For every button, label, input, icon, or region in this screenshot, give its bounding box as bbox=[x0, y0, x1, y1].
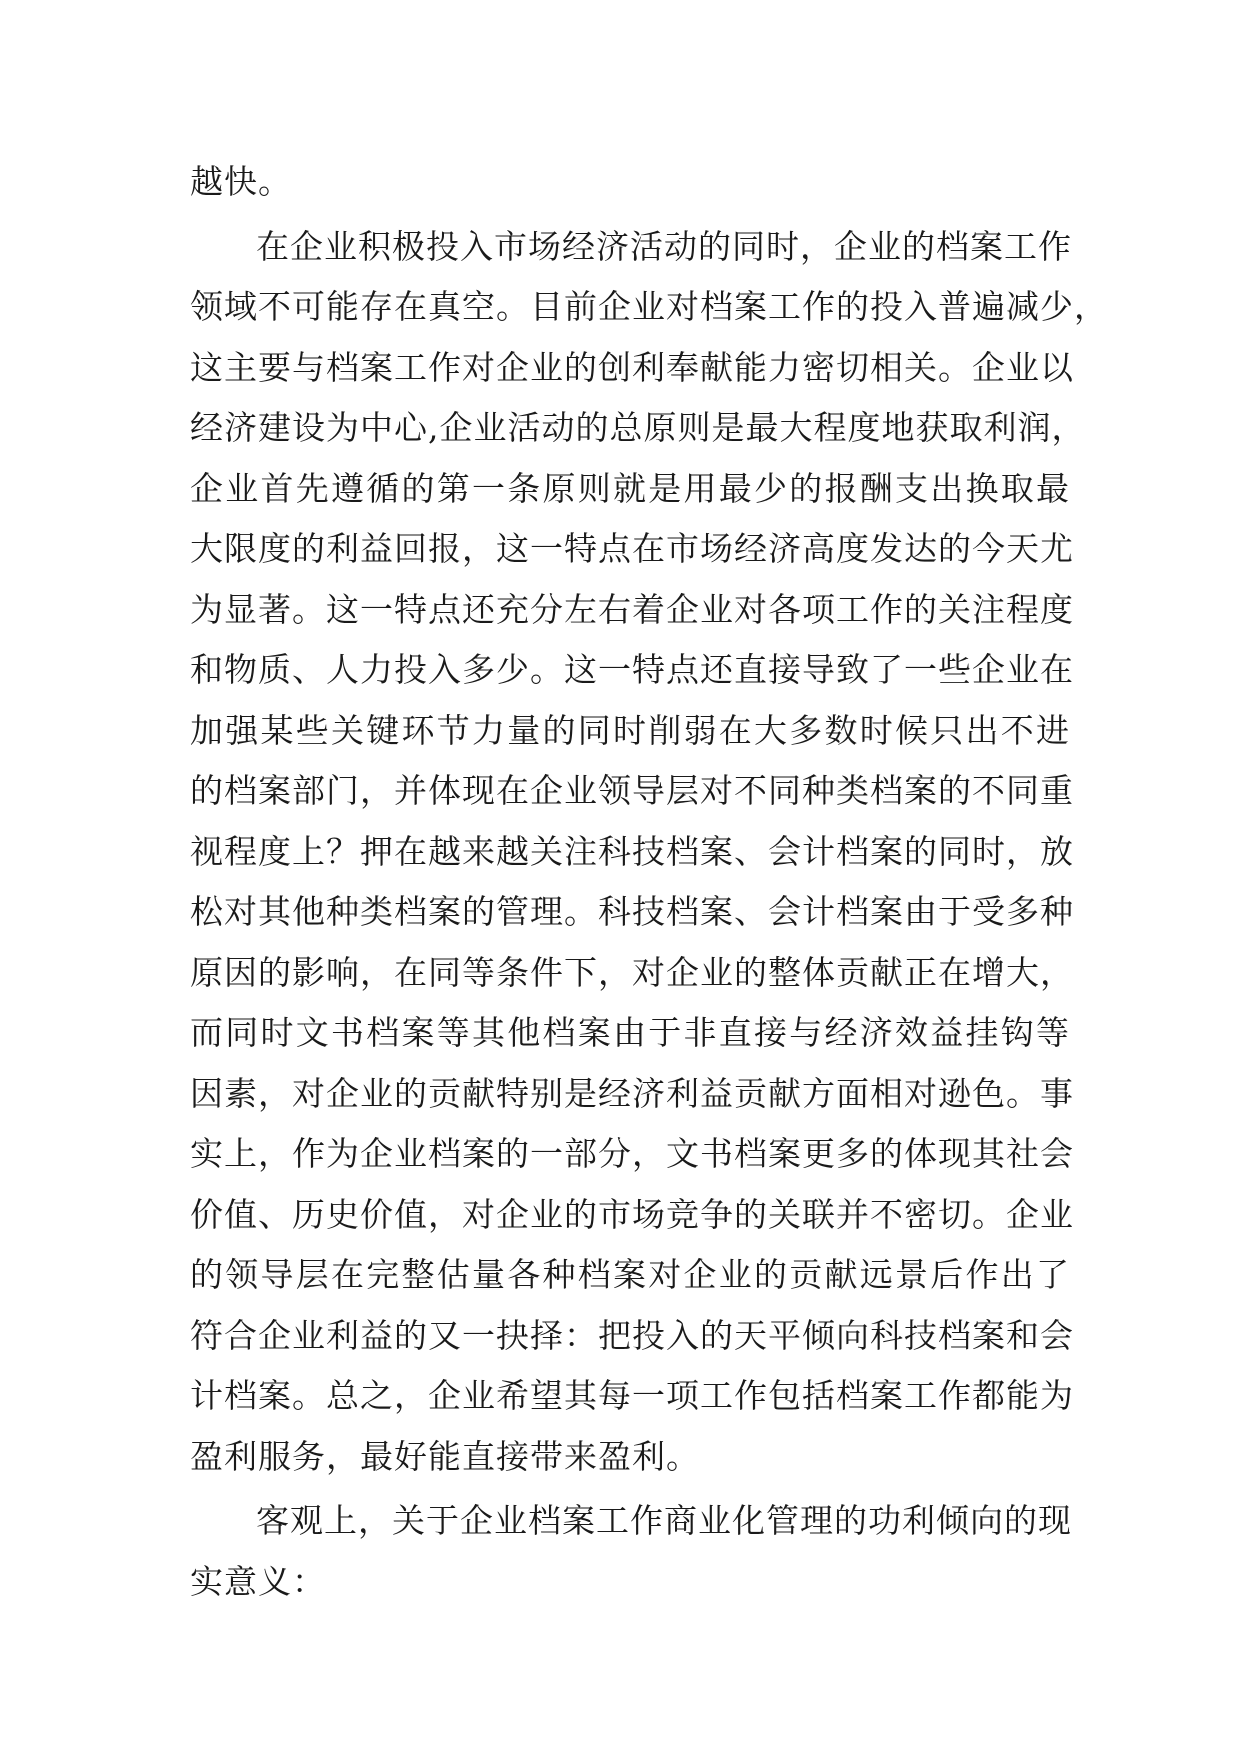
text-line: 而同时文书档案等其他档案由于非直接与经济效益挂钩等 bbox=[190, 1013, 1070, 1052]
text-line: 松对其他种类档案的管理。科技档案、会计档案由于受多种 bbox=[190, 892, 1074, 931]
text-line: 企业首先遵循的第一条原则就是用最少的报酬支出换取最 bbox=[190, 468, 1070, 508]
text-line: 为显著。这一特点还充分左右着企业对各项工作的关注程度 bbox=[190, 589, 1074, 629]
text-line: 实上，作为企业档案的一部分，文书档案更多的体现其社会 bbox=[190, 1134, 1074, 1173]
text-line: 价值、历史价值，对企业的市场竞争的关联并不密切。企业 bbox=[190, 1194, 1074, 1234]
text-line: 在企业积极投入市场经济活动的同时，企业的档案工作 bbox=[256, 226, 1072, 266]
text-line: 领域不可能存在真空。目前企业对档案工作的投入普遍减少， bbox=[190, 287, 1108, 326]
text-line: 视程度上？押在越来越关注科技档案、会计档案的同时，放 bbox=[190, 831, 1074, 871]
text-line: 客观上，关于企业档案工作商业化管理的功利倾向的现 bbox=[256, 1501, 1072, 1540]
text-line: 这主要与档案工作对企业的创利奉献能力密切相关。企业以 bbox=[190, 347, 1074, 387]
text-line: 盈利服务，最好能直接带来盈利。 bbox=[190, 1436, 700, 1476]
body-text bbox=[190, 152, 1108, 1612]
text-line: 计档案。总之，企业希望其每一项工作包括档案工作都能为 bbox=[190, 1376, 1074, 1415]
text-line: 经济建设为中心,企业活动的总原则是最大程度地获取利润， bbox=[190, 408, 1086, 447]
text-line: 原因的影响，在同等条件下，对企业的整体贡献正在增大， bbox=[190, 952, 1074, 992]
text-line: 因素，对企业的贡献特别是经济利益贡献方面相对逊色。事 bbox=[190, 1073, 1074, 1113]
text-line: 加强某些关键环节力量的同时削弱在大多数时候只出不进 bbox=[190, 710, 1070, 750]
text-line: 实意义： bbox=[190, 1561, 326, 1601]
text-line: 和物质、人力投入多少。这一特点还直接导致了一些企业在 bbox=[190, 650, 1074, 689]
text-line: 符合企业利益的又一抉择：把投入的天平倾向科技档案和会 bbox=[190, 1315, 1074, 1355]
text-line: 的领导层在完整估量各种档案对企业的贡献远景后作出了 bbox=[190, 1255, 1070, 1294]
text-line: 的档案部门，并体现在企业领导层对不同种类档案的不同重 bbox=[190, 771, 1074, 810]
text-line: 大限度的利益回报，这一特点在市场经济高度发达的今天尤 bbox=[190, 529, 1074, 568]
text-line: 越快。 bbox=[190, 162, 292, 201]
